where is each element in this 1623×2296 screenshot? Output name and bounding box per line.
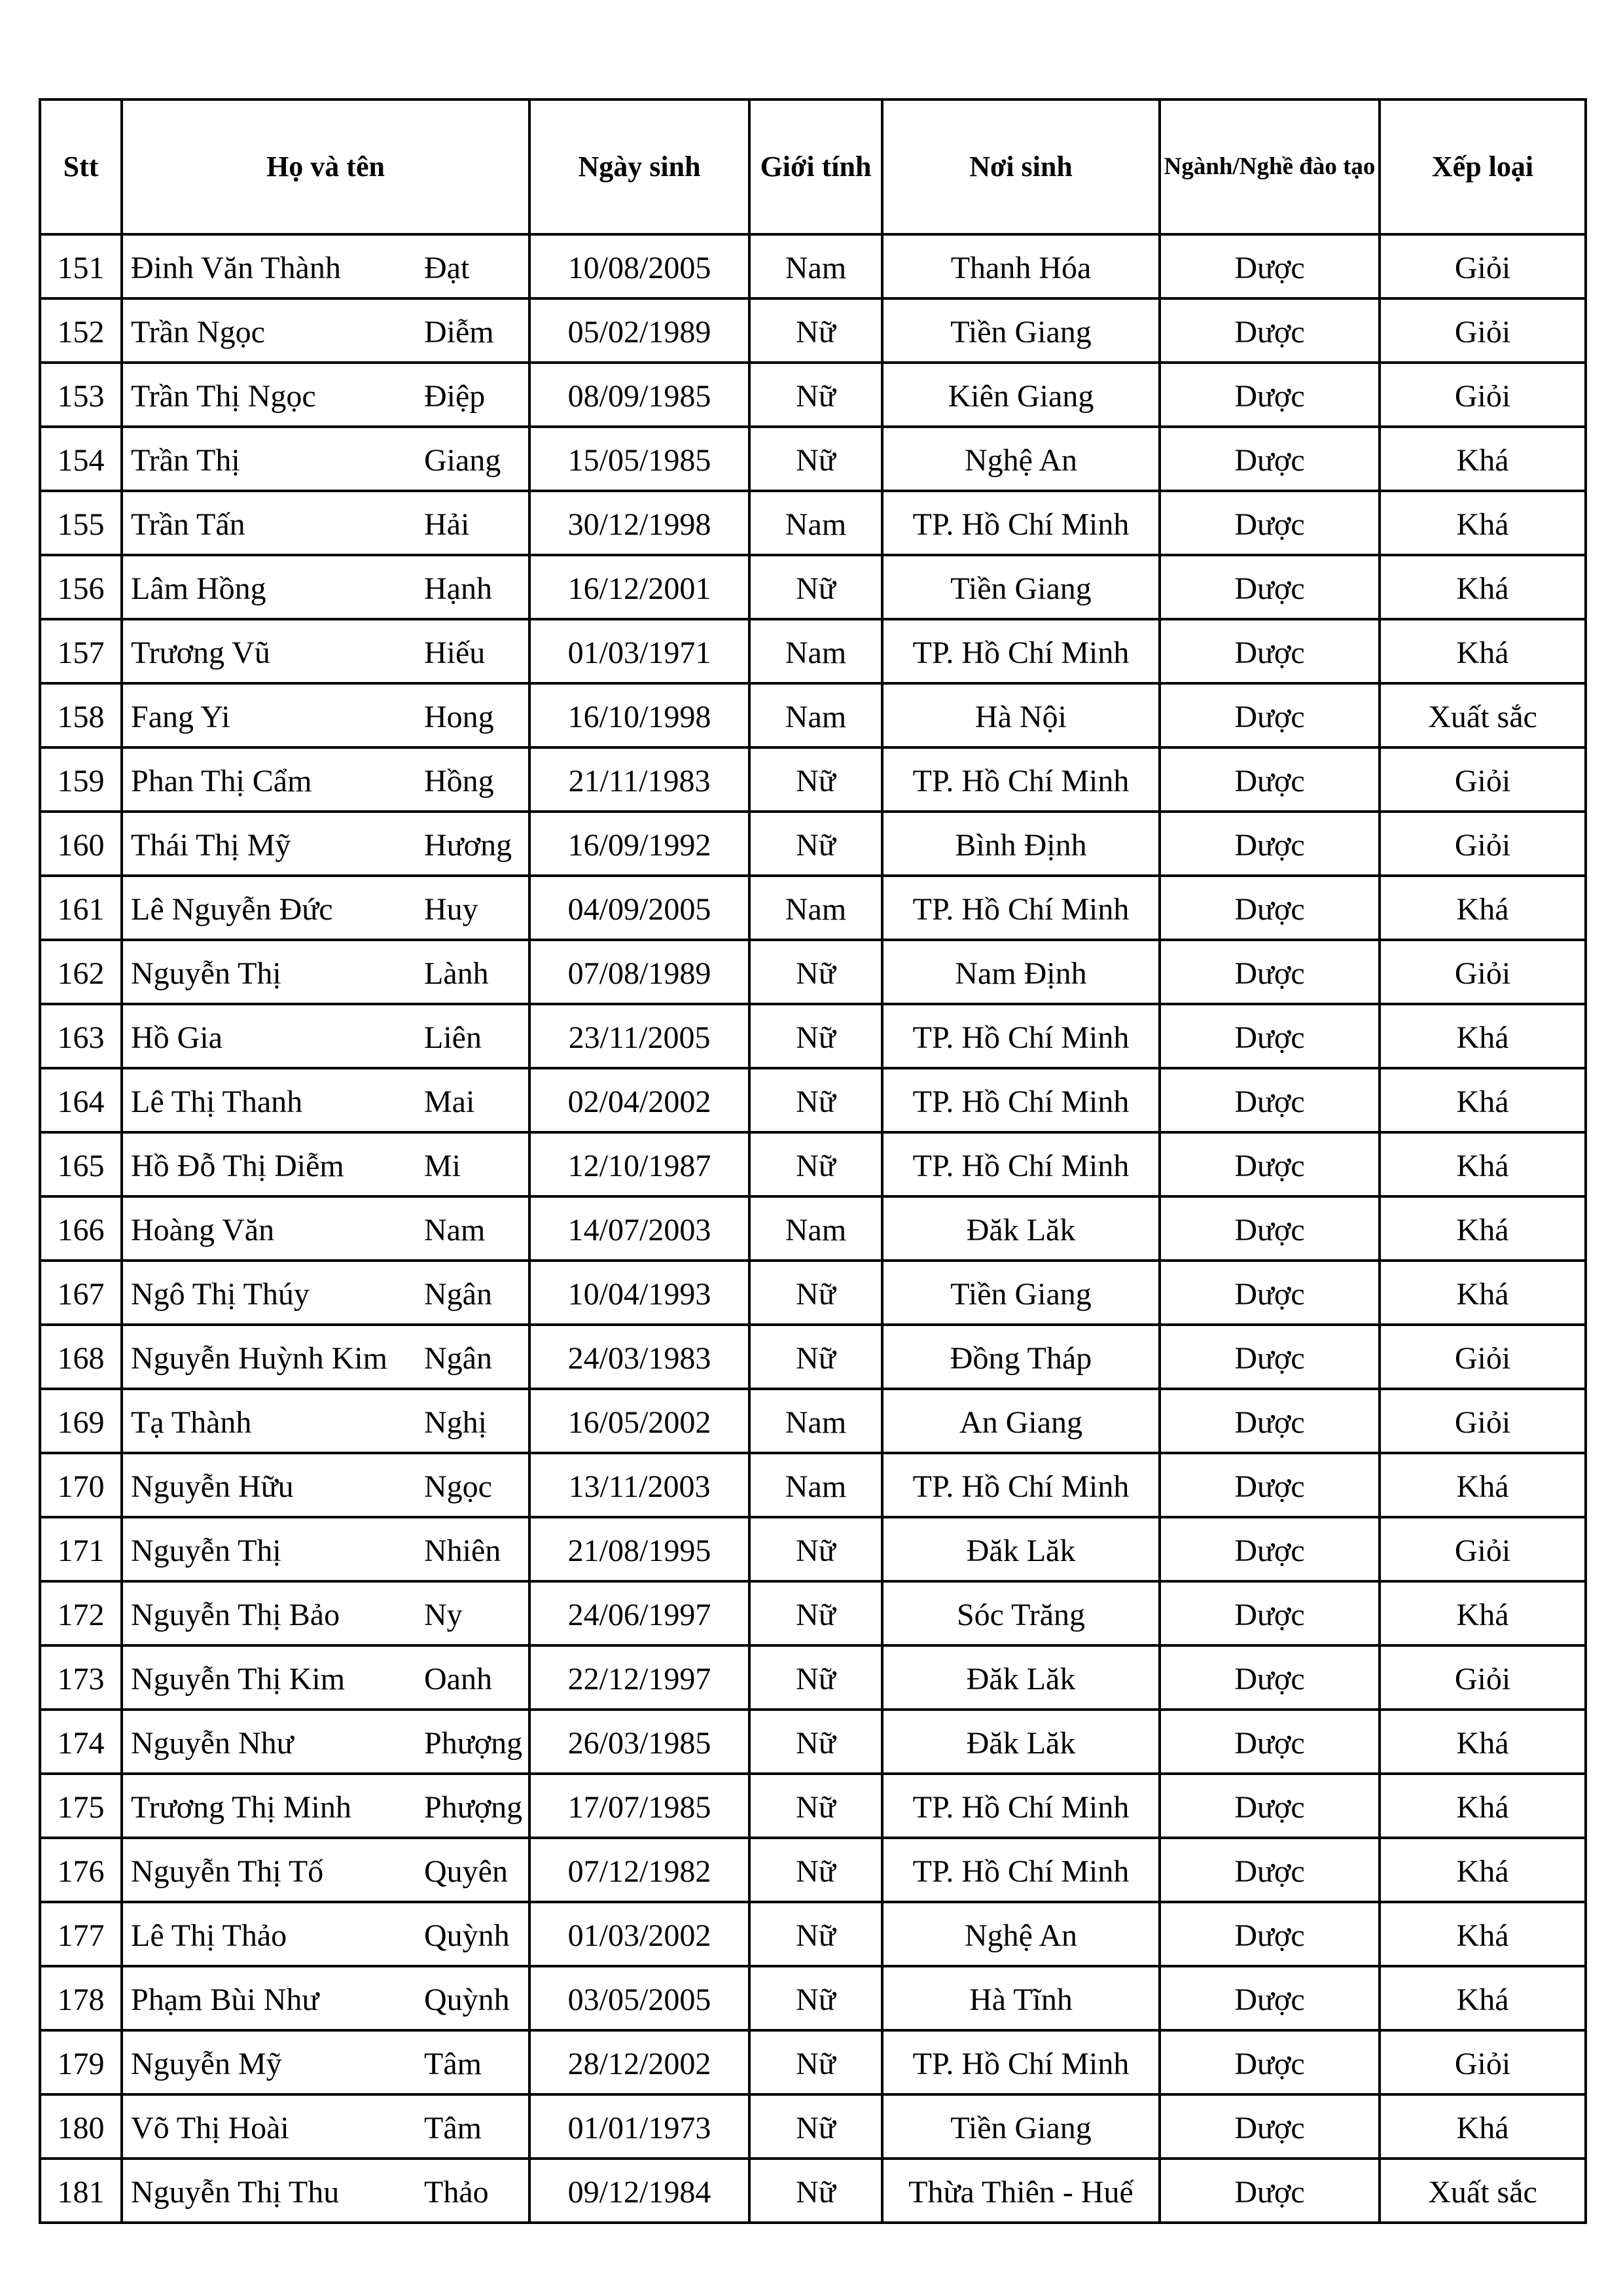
cell-major: Dược (1160, 1838, 1380, 1902)
table-row (40, 747, 1586, 812)
cell-gender: Nam (749, 1453, 882, 1517)
cell-stt: 152 (40, 298, 122, 363)
cell-major: Dược (1160, 619, 1380, 683)
header-rank: Xếp loại (1380, 99, 1586, 234)
cell-last-name: Nguyễn Thị (122, 940, 420, 1004)
cell-rank: Giỏi (1380, 747, 1586, 812)
table-row (40, 491, 1586, 555)
header-major: Ngành/Nghề đào tạo (1160, 99, 1380, 234)
cell-major: Dược (1160, 1902, 1380, 1966)
table-row (40, 1645, 1586, 1710)
cell-first-name: Oanh (420, 1645, 529, 1710)
cell-first-name: Huy (420, 876, 529, 940)
cell-gender: Nữ (749, 1645, 882, 1710)
cell-major: Dược (1160, 234, 1380, 298)
cell-stt: 171 (40, 1517, 122, 1581)
cell-birthplace: Nghệ An (882, 1902, 1160, 1966)
cell-gender: Nữ (749, 555, 882, 619)
cell-gender: Nữ (749, 1261, 882, 1325)
cell-last-name: Hồ Đỗ Thị Diễm (122, 1132, 420, 1196)
cell-gender: Nữ (749, 1325, 882, 1389)
table-row (40, 876, 1586, 940)
table-row (40, 1389, 1586, 1453)
cell-birthplace: Đăk Lăk (882, 1196, 1160, 1261)
cell-birthplace: Thừa Thiên - Huế (882, 2159, 1160, 2223)
cell-birthplace: Đăk Lăk (882, 1517, 1160, 1581)
cell-rank: Khá (1380, 1902, 1586, 1966)
cell-last-name: Nguyễn Thị Thu (122, 2159, 420, 2223)
cell-birthplace: Nghệ An (882, 427, 1160, 491)
cell-gender: Nữ (749, 1902, 882, 1966)
cell-first-name: Nam (420, 1196, 529, 1261)
cell-last-name: Nguyễn Huỳnh Kim (122, 1325, 420, 1389)
cell-first-name: Diễm (420, 298, 529, 363)
cell-stt: 151 (40, 234, 122, 298)
cell-stt: 168 (40, 1325, 122, 1389)
cell-major: Dược (1160, 363, 1380, 427)
cell-rank: Giỏi (1380, 234, 1586, 298)
cell-gender: Nam (749, 876, 882, 940)
cell-last-name: Trần Ngọc (122, 298, 420, 363)
cell-rank: Xuất sắc (1380, 683, 1586, 747)
cell-rank: Khá (1380, 427, 1586, 491)
cell-first-name: Hạnh (420, 555, 529, 619)
cell-last-name: Nguyễn Thị Bảo (122, 1581, 420, 1645)
cell-stt: 175 (40, 1774, 122, 1838)
cell-first-name: Quyên (420, 1838, 529, 1902)
cell-dob: 23/11/2005 (529, 1004, 749, 1068)
cell-rank: Khá (1380, 1581, 1586, 1645)
cell-dob: 30/12/1998 (529, 491, 749, 555)
cell-birthplace: Bình Định (882, 812, 1160, 876)
cell-dob: 16/09/1992 (529, 812, 749, 876)
cell-rank: Khá (1380, 1196, 1586, 1261)
table-row (40, 427, 1586, 491)
cell-birthplace: TP. Hồ Chí Minh (882, 876, 1160, 940)
cell-gender: Nữ (749, 1132, 882, 1196)
table-row (40, 1581, 1586, 1645)
cell-dob: 01/01/1973 (529, 2094, 749, 2159)
cell-rank: Khá (1380, 876, 1586, 940)
cell-stt: 153 (40, 363, 122, 427)
cell-first-name: Mi (420, 1132, 529, 1196)
cell-rank: Khá (1380, 1966, 1586, 2030)
cell-major: Dược (1160, 876, 1380, 940)
cell-last-name: Lê Thị Thảo (122, 1902, 420, 1966)
cell-dob: 08/09/1985 (529, 363, 749, 427)
table-row (40, 2030, 1586, 2094)
cell-gender: Nam (749, 619, 882, 683)
cell-gender: Nữ (749, 2030, 882, 2094)
cell-major: Dược (1160, 1710, 1380, 1774)
cell-rank: Khá (1380, 1068, 1586, 1132)
cell-stt: 172 (40, 1581, 122, 1645)
cell-rank: Xuất sắc (1380, 2159, 1586, 2223)
cell-birthplace: TP. Hồ Chí Minh (882, 1453, 1160, 1517)
cell-major: Dược (1160, 2094, 1380, 2159)
cell-last-name: Thái Thị Mỹ (122, 812, 420, 876)
cell-dob: 24/03/1983 (529, 1325, 749, 1389)
cell-birthplace: Nam Định (882, 940, 1160, 1004)
cell-first-name: Quỳnh (420, 1902, 529, 1966)
cell-stt: 176 (40, 1838, 122, 1902)
cell-gender: Nữ (749, 2159, 882, 2223)
cell-rank: Khá (1380, 1132, 1586, 1196)
cell-gender: Nam (749, 1196, 882, 1261)
cell-gender: Nữ (749, 1838, 882, 1902)
cell-gender: Nữ (749, 747, 882, 812)
cell-first-name: Phượng (420, 1710, 529, 1774)
cell-major: Dược (1160, 1966, 1380, 2030)
cell-last-name: Trần Thị Ngọc (122, 363, 420, 427)
cell-stt: 160 (40, 812, 122, 876)
cell-birthplace: An Giang (882, 1389, 1160, 1453)
cell-gender: Nam (749, 1389, 882, 1453)
cell-birthplace: Hà Nội (882, 683, 1160, 747)
cell-stt: 155 (40, 491, 122, 555)
table-row (40, 683, 1586, 747)
cell-major: Dược (1160, 683, 1380, 747)
header-stt: Stt (40, 99, 122, 234)
cell-last-name: Nguyễn Hữu (122, 1453, 420, 1517)
cell-stt: 169 (40, 1389, 122, 1453)
cell-last-name: Ngô Thị Thúy (122, 1261, 420, 1325)
cell-first-name: Hồng (420, 747, 529, 812)
table-row (40, 363, 1586, 427)
table-row (40, 2159, 1586, 2223)
cell-dob: 12/10/1987 (529, 1132, 749, 1196)
cell-rank: Khá (1380, 1004, 1586, 1068)
cell-stt: 173 (40, 1645, 122, 1710)
cell-last-name: Phạm Bùi Như (122, 1966, 420, 2030)
cell-birthplace: TP. Hồ Chí Minh (882, 2030, 1160, 2094)
cell-gender: Nữ (749, 427, 882, 491)
cell-rank: Giỏi (1380, 1517, 1586, 1581)
cell-gender: Nữ (749, 2094, 882, 2159)
cell-first-name: Ngân (420, 1261, 529, 1325)
cell-birthplace: Tiền Giang (882, 298, 1160, 363)
cell-first-name: Quỳnh (420, 1966, 529, 2030)
cell-last-name: Phan Thị Cẩm (122, 747, 420, 812)
cell-dob: 07/12/1982 (529, 1838, 749, 1902)
cell-stt: 179 (40, 2030, 122, 2094)
cell-gender: Nam (749, 683, 882, 747)
cell-major: Dược (1160, 1261, 1380, 1325)
cell-last-name: Lâm Hồng (122, 555, 420, 619)
cell-first-name: Liên (420, 1004, 529, 1068)
cell-first-name: Mai (420, 1068, 529, 1132)
cell-rank: Khá (1380, 1261, 1586, 1325)
cell-rank: Khá (1380, 1710, 1586, 1774)
cell-major: Dược (1160, 1774, 1380, 1838)
cell-dob: 10/08/2005 (529, 234, 749, 298)
cell-gender: Nữ (749, 1517, 882, 1581)
cell-gender: Nữ (749, 1966, 882, 2030)
cell-rank: Khá (1380, 1774, 1586, 1838)
cell-birthplace: Đăk Lăk (882, 1710, 1160, 1774)
cell-birthplace: TP. Hồ Chí Minh (882, 619, 1160, 683)
cell-major: Dược (1160, 555, 1380, 619)
cell-dob: 04/09/2005 (529, 876, 749, 940)
cell-major: Dược (1160, 1581, 1380, 1645)
cell-last-name: Nguyễn Mỹ (122, 2030, 420, 2094)
table-row (40, 1902, 1586, 1966)
cell-rank: Giỏi (1380, 940, 1586, 1004)
header-gender: Giới tính (749, 99, 882, 234)
cell-major: Dược (1160, 2030, 1380, 2094)
table-row (40, 2094, 1586, 2159)
cell-dob: 16/12/2001 (529, 555, 749, 619)
cell-stt: 162 (40, 940, 122, 1004)
cell-major: Dược (1160, 1389, 1380, 1453)
table-row (40, 1196, 1586, 1261)
cell-gender: Nữ (749, 1581, 882, 1645)
cell-last-name: Lê Nguyễn Đức (122, 876, 420, 940)
cell-stt: 161 (40, 876, 122, 940)
cell-last-name: Trần Thị (122, 427, 420, 491)
cell-birthplace: Sóc Trăng (882, 1581, 1160, 1645)
cell-major: Dược (1160, 747, 1380, 812)
cell-stt: 157 (40, 619, 122, 683)
cell-gender: Nữ (749, 812, 882, 876)
cell-dob: 17/07/1985 (529, 1774, 749, 1838)
cell-stt: 159 (40, 747, 122, 812)
cell-last-name: Nguyễn Thị (122, 1517, 420, 1581)
table-row (40, 812, 1586, 876)
cell-gender: Nam (749, 234, 882, 298)
table-row (40, 1325, 1586, 1389)
cell-stt: 167 (40, 1261, 122, 1325)
cell-major: Dược (1160, 1132, 1380, 1196)
cell-birthplace: TP. Hồ Chí Minh (882, 491, 1160, 555)
cell-rank: Giỏi (1380, 1389, 1586, 1453)
cell-stt: 154 (40, 427, 122, 491)
cell-major: Dược (1160, 491, 1380, 555)
header-birthplace: Nơi sinh (882, 99, 1160, 234)
cell-first-name: Ny (420, 1581, 529, 1645)
cell-birthplace: Tiền Giang (882, 555, 1160, 619)
cell-last-name: Nguyễn Như (122, 1710, 420, 1774)
cell-rank: Giỏi (1380, 298, 1586, 363)
cell-stt: 164 (40, 1068, 122, 1132)
cell-dob: 01/03/1971 (529, 619, 749, 683)
cell-gender: Nữ (749, 940, 882, 1004)
cell-first-name: Giang (420, 427, 529, 491)
cell-rank: Giỏi (1380, 1645, 1586, 1710)
cell-last-name: Hồ Gia (122, 1004, 420, 1068)
cell-last-name: Fang Yi (122, 683, 420, 747)
cell-major: Dược (1160, 1196, 1380, 1261)
cell-birthplace: Kiên Giang (882, 363, 1160, 427)
cell-rank: Giỏi (1380, 363, 1586, 427)
cell-rank: Khá (1380, 491, 1586, 555)
cell-first-name: Thảo (420, 2159, 529, 2223)
cell-rank: Giỏi (1380, 812, 1586, 876)
cell-rank: Khá (1380, 2094, 1586, 2159)
cell-birthplace: Đăk Lăk (882, 1645, 1160, 1710)
cell-first-name: Hương (420, 812, 529, 876)
cell-stt: 177 (40, 1902, 122, 1966)
cell-major: Dược (1160, 940, 1380, 1004)
cell-stt: 174 (40, 1710, 122, 1774)
cell-birthplace: TP. Hồ Chí Minh (882, 1068, 1160, 1132)
cell-stt: 163 (40, 1004, 122, 1068)
cell-dob: 22/12/1997 (529, 1645, 749, 1710)
cell-first-name: Tâm (420, 2094, 529, 2159)
cell-first-name: Tâm (420, 2030, 529, 2094)
cell-last-name: Tạ Thành (122, 1389, 420, 1453)
cell-rank: Khá (1380, 1838, 1586, 1902)
cell-first-name: Phượng (420, 1774, 529, 1838)
cell-gender: Nữ (749, 1004, 882, 1068)
cell-dob: 03/05/2005 (529, 1966, 749, 2030)
cell-last-name: Trương Vũ (122, 619, 420, 683)
cell-major: Dược (1160, 1645, 1380, 1710)
table-row (40, 1517, 1586, 1581)
graduate-table (39, 98, 1587, 2224)
cell-first-name: Ngọc (420, 1453, 529, 1517)
cell-major: Dược (1160, 1517, 1380, 1581)
cell-birthplace: Thanh Hóa (882, 234, 1160, 298)
table-row (40, 1004, 1586, 1068)
table-row (40, 1132, 1586, 1196)
cell-rank: Khá (1380, 619, 1586, 683)
cell-dob: 15/05/1985 (529, 427, 749, 491)
table-body (40, 234, 1586, 2223)
cell-stt: 156 (40, 555, 122, 619)
cell-dob: 01/03/2002 (529, 1902, 749, 1966)
table-row (40, 234, 1586, 298)
cell-stt: 170 (40, 1453, 122, 1517)
cell-birthplace: Tiền Giang (882, 2094, 1160, 2159)
table-row (40, 619, 1586, 683)
cell-birthplace: TP. Hồ Chí Minh (882, 747, 1160, 812)
cell-major: Dược (1160, 1325, 1380, 1389)
cell-stt: 165 (40, 1132, 122, 1196)
cell-gender: Nữ (749, 1068, 882, 1132)
cell-gender: Nam (749, 491, 882, 555)
table-row (40, 1261, 1586, 1325)
cell-rank: Khá (1380, 1453, 1586, 1517)
cell-major: Dược (1160, 298, 1380, 363)
cell-major: Dược (1160, 2159, 1380, 2223)
cell-stt: 166 (40, 1196, 122, 1261)
cell-rank: Khá (1380, 555, 1586, 619)
cell-major: Dược (1160, 427, 1380, 491)
cell-dob: 24/06/1997 (529, 1581, 749, 1645)
cell-major: Dược (1160, 1004, 1380, 1068)
cell-dob: 09/12/1984 (529, 2159, 749, 2223)
table-row (40, 1453, 1586, 1517)
cell-dob: 13/11/2003 (529, 1453, 749, 1517)
cell-birthplace: Hà Tĩnh (882, 1966, 1160, 2030)
table-row (40, 298, 1586, 363)
cell-major: Dược (1160, 1068, 1380, 1132)
cell-major: Dược (1160, 812, 1380, 876)
cell-gender: Nữ (749, 298, 882, 363)
header-name: Họ và tên (122, 99, 529, 234)
cell-dob: 16/05/2002 (529, 1389, 749, 1453)
cell-last-name: Nguyễn Thị Kim (122, 1645, 420, 1710)
cell-gender: Nữ (749, 363, 882, 427)
cell-last-name: Nguyễn Thị Tố (122, 1838, 420, 1902)
header-dob: Ngày sinh (529, 99, 749, 234)
cell-gender: Nữ (749, 1774, 882, 1838)
table-row (40, 1966, 1586, 2030)
cell-dob: 07/08/1989 (529, 940, 749, 1004)
cell-last-name: Hoàng Văn (122, 1196, 420, 1261)
cell-major: Dược (1160, 1453, 1380, 1517)
cell-first-name: Đạt (420, 234, 529, 298)
cell-first-name: Hong (420, 683, 529, 747)
cell-first-name: Ngân (420, 1325, 529, 1389)
cell-gender: Nữ (749, 1710, 882, 1774)
table-row (40, 1710, 1586, 1774)
cell-stt: 178 (40, 1966, 122, 2030)
cell-birthplace: TP. Hồ Chí Minh (882, 1132, 1160, 1196)
cell-first-name: Nghị (420, 1389, 529, 1453)
cell-birthplace: TP. Hồ Chí Minh (882, 1838, 1160, 1902)
table-row (40, 1068, 1586, 1132)
cell-dob: 10/04/1993 (529, 1261, 749, 1325)
cell-last-name: Lê Thị Thanh (122, 1068, 420, 1132)
table-header-row (40, 99, 1586, 234)
cell-rank: Giỏi (1380, 2030, 1586, 2094)
cell-rank: Giỏi (1380, 1325, 1586, 1389)
cell-dob: 28/12/2002 (529, 2030, 749, 2094)
cell-first-name: Điệp (420, 363, 529, 427)
cell-birthplace: TP. Hồ Chí Minh (882, 1004, 1160, 1068)
cell-stt: 158 (40, 683, 122, 747)
cell-stt: 181 (40, 2159, 122, 2223)
table-row (40, 1838, 1586, 1902)
cell-first-name: Hải (420, 491, 529, 555)
cell-birthplace: Đồng Tháp (882, 1325, 1160, 1389)
cell-dob: 21/08/1995 (529, 1517, 749, 1581)
cell-dob: 14/07/2003 (529, 1196, 749, 1261)
cell-first-name: Hiếu (420, 619, 529, 683)
table-row (40, 940, 1586, 1004)
cell-dob: 05/02/1989 (529, 298, 749, 363)
cell-last-name: Trương Thị Minh (122, 1774, 420, 1838)
cell-last-name: Trần Tấn (122, 491, 420, 555)
cell-birthplace: TP. Hồ Chí Minh (882, 1774, 1160, 1838)
table-row (40, 1774, 1586, 1838)
cell-first-name: Nhiên (420, 1517, 529, 1581)
cell-birthplace: Tiền Giang (882, 1261, 1160, 1325)
table-row (40, 555, 1586, 619)
cell-dob: 26/03/1985 (529, 1710, 749, 1774)
cell-dob: 21/11/1983 (529, 747, 749, 812)
cell-stt: 180 (40, 2094, 122, 2159)
cell-first-name: Lành (420, 940, 529, 1004)
cell-dob: 16/10/1998 (529, 683, 749, 747)
cell-last-name: Võ Thị Hoài (122, 2094, 420, 2159)
cell-dob: 02/04/2002 (529, 1068, 749, 1132)
cell-last-name: Đinh Văn Thành (122, 234, 420, 298)
